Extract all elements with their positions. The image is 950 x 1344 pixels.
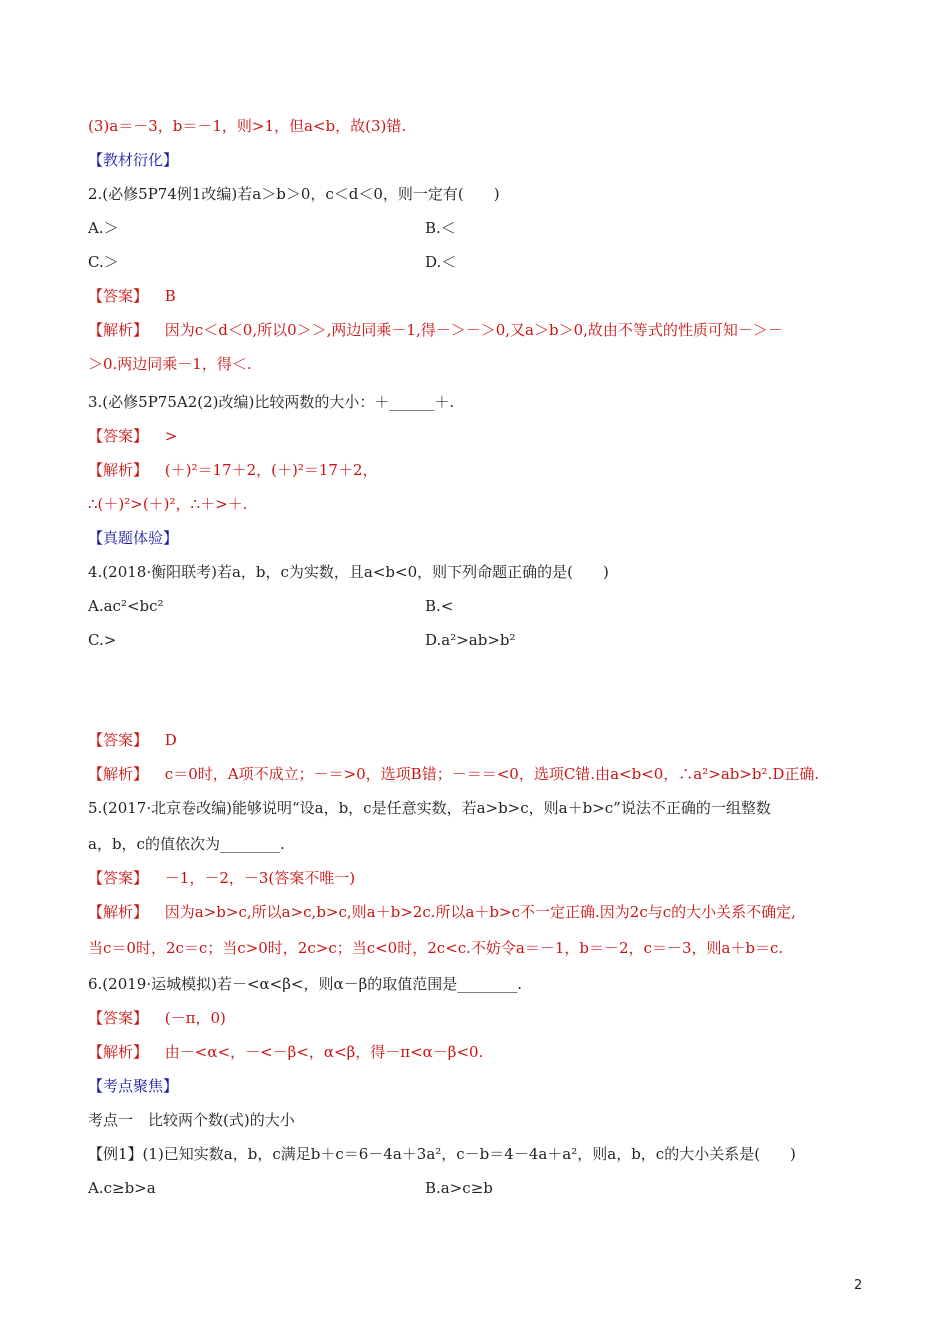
topic-heading: 考点一 比较两个数(式)的大小 (88, 1111, 295, 1129)
question-4: 4.(2018·衡阳联考)若a，b，c为实数，且a<b<0，则下列命题正确的是( ) (88, 563, 609, 581)
option-b: B.< (425, 597, 454, 615)
option-a: A.c≥b>a (88, 1179, 156, 1197)
analysis-label: 【解析】 (88, 1043, 149, 1061)
option-d: D.a²>ab>b² (425, 631, 516, 649)
section-heading-real-exam: 【真题体验】 (88, 529, 179, 547)
answer-text: D (164, 731, 177, 749)
answer-text: －1，－2，－3(答案不唯一) (164, 869, 356, 887)
answer-row (88, 868, 355, 888)
analysis-label: 【解析】 (88, 765, 149, 783)
answer-label: 【答案】 (88, 869, 149, 887)
question-5-continuation: a，b，c的值依次为________. (88, 835, 285, 853)
answer-text: (－π，0) (164, 1009, 226, 1027)
answer-text: > (164, 427, 178, 445)
answer-row (88, 426, 177, 446)
answer-row (88, 286, 176, 306)
solution-continuation: (3)a＝－3，b＝－1，则>1，但a<b，故(3)错. (88, 117, 407, 135)
analysis-text: 因为a>b>c,所以a>c,b>c,则a＋b>2c.所以a＋b>c不一定正确.因为2c与c的大小关系不确定, (164, 903, 796, 921)
option-b: B.a>c≥b (425, 1179, 493, 1197)
analysis-row (88, 764, 819, 784)
analysis-row (88, 902, 796, 922)
answer-label: 【答案】 (88, 287, 149, 305)
question-5: 5.(2017·北京卷改编)能够说明“设a，b，c是任意实数，若a>b>c，则a＋b>c”说法不正确的一组整数 (88, 799, 771, 817)
section-heading-focus: 【考点聚焦】 (88, 1077, 179, 1095)
analysis-label: 【解析】 (88, 461, 149, 479)
analysis-continuation: ＞0.两边同乘－1，得＜. (88, 355, 252, 373)
option-a: A.＞ (88, 219, 119, 237)
answer-label: 【答案】 (88, 731, 149, 749)
question-3: 3.(必修5P75A2(2)改编)比较两数的大小：＋______＋. (88, 393, 455, 411)
analysis-label: 【解析】 (88, 903, 149, 921)
analysis-row (88, 1042, 483, 1062)
analysis-row (88, 320, 783, 340)
analysis-continuation: 当c＝0时，2c＝c；当c>0时，2c>c；当c<0时，2c<c.不妨令a＝－1，b＝－2，c＝－3，则a＋b＝c. (88, 939, 784, 957)
option-a: A.ac²<bc² (88, 597, 164, 615)
analysis-row (88, 460, 378, 480)
analysis-text: c＝0时，A项不成立；－＝>0，选项B错；－＝＝<0，选项C错.由a<b<0，∴a²>ab>b².D正确. (164, 765, 820, 783)
answer-label: 【答案】 (88, 427, 149, 445)
answer-text: B (164, 287, 176, 305)
analysis-text: (＋)²＝17＋2，(＋)²＝17＋2， (164, 461, 378, 479)
analysis-label: 【解析】 (88, 321, 149, 339)
answer-label: 【答案】 (88, 1009, 149, 1027)
page-number: 2 (854, 1278, 863, 1293)
example-1: 【例1】(1)已知实数a，b，c满足b＋c＝6－4a＋3a²，c－b＝4－4a＋a²，则a，b，c的大小关系是( ) (88, 1145, 796, 1163)
analysis-text: 因为c＜d＜0,所以0＞＞,两边同乘－1,得－＞－＞0,又a＞b＞0,故由不等式的性质可知－＞－ (164, 321, 783, 339)
analysis-text: 由－<α<，－<－β<，α<β，得－π<α－β<0. (164, 1043, 484, 1061)
answer-row (88, 730, 177, 750)
section-heading-textbook: 【教材衍化】 (88, 151, 179, 169)
option-c: C.> (88, 631, 117, 649)
question-2: 2.(必修5P74例1改编)若a＞b＞0，c＜d＜0，则一定有( ) (88, 185, 500, 203)
option-c: C.＞ (88, 253, 119, 271)
question-6: 6.(2019·运城模拟)若－<α<β<，则α－β的取值范围是________. (88, 975, 523, 993)
option-d: D.＜ (425, 253, 457, 271)
answer-row (88, 1008, 226, 1028)
analysis-continuation: ∴(＋)²>(＋)²，∴＋>＋. (88, 495, 248, 513)
option-b: B.＜ (425, 219, 456, 237)
